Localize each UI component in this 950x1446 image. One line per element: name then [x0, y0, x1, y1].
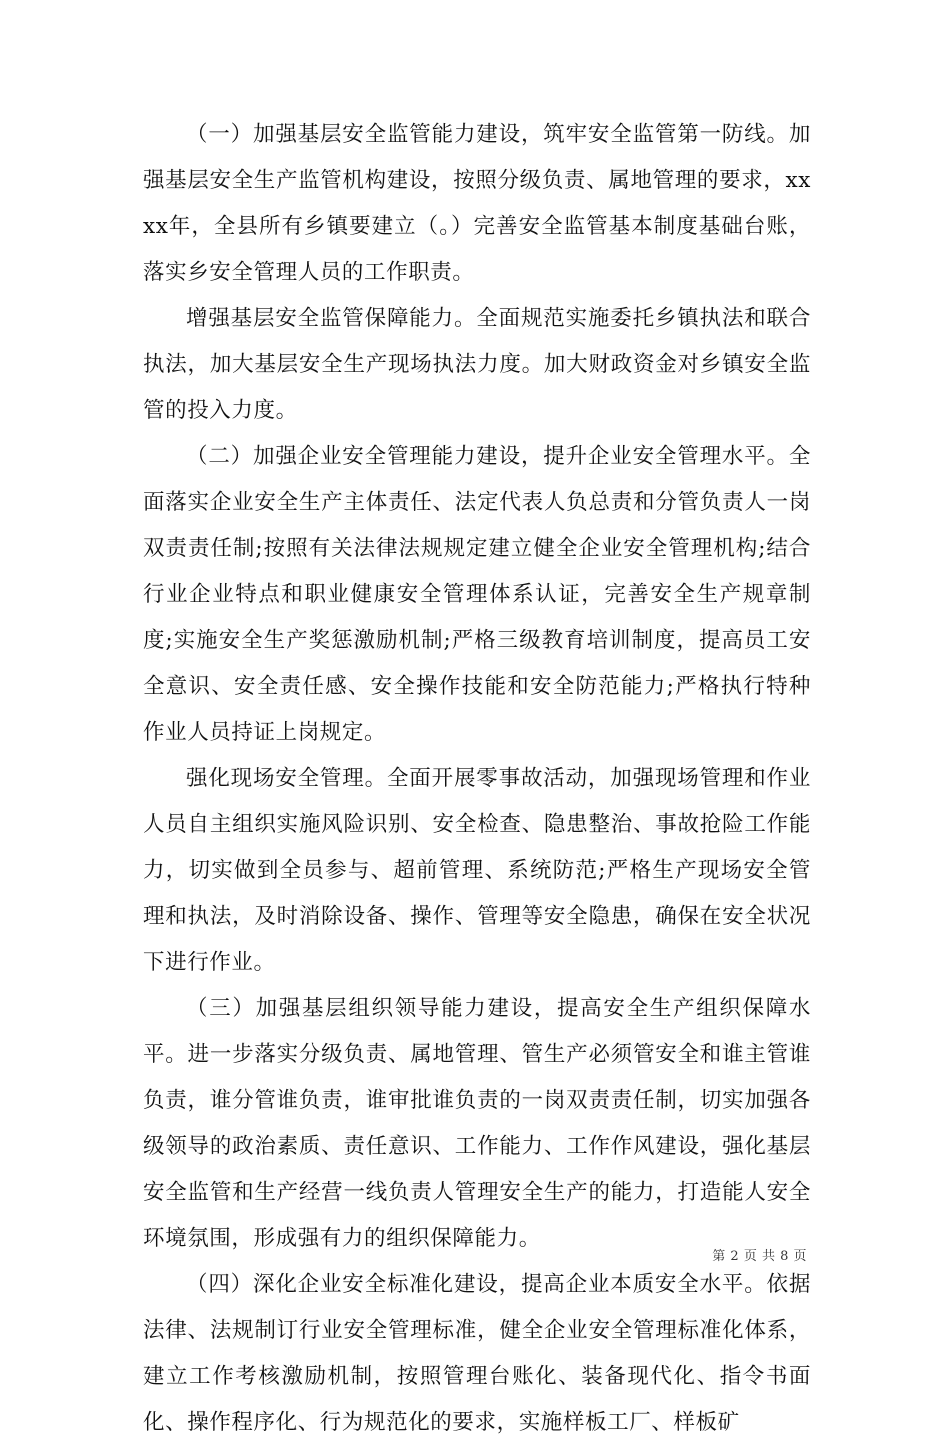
paragraph-1: （一）加强基层安全监管能力建设，筑牢安全监管第一防线。加强基层安全生产监管机构建设，按照分级负责、属地管理的要求，xxxx年，全县所有乡镇要建立（。）完善安全监管基本制度基础台账，落实乡安全管理人员的工作职责。	[143, 122, 811, 285]
paragraph-4: 强化现场安全管理。全面开展零事故活动，加强现场管理和作业人员自主组织实施风险识别、安全检查、隐患整治、事故抢险工作能力，切实做到全员参与、超前管理、系统防范;严格生产现场安全管理和执法，及时消除设备、操作、管理等安全隐患，确保在安全状况下进行作业。	[143, 766, 811, 975]
paragraph-5: （三）加强基层组织领导能力建设，提高安全生产组织保障水平。进一步落实分级负责、属地管理、管生产必须管安全和谁主管谁负责，谁分管谁负责，谁审批谁负责的一岗双责责任制，切实加强各级领导的政治素质、责任意识、工作能力、工作作风建设，强化基层安全监管和生产经营一线负责人管理安全生产的能力，打造能人安全环境氛围，形成强有力的组织保障能力。	[143, 996, 811, 1251]
paragraph-3: （二）加强企业安全管理能力建设，提升企业安全管理水平。全面落实企业安全生产主体责任、法定代表人负总责和分管负责人一岗双责责任制;按照有关法律法规规定建立健全企业安全管理机构;结合行业企业特点和职业健康安全管理体系认证，完善安全生产规章制度;实施安全生产奖惩激励机制;严格三级教育培训制度，提高员工安全意识、安全责任感、安全操作技能和安全防范能力;严格执行特种作业人员持证上岗规定。	[143, 444, 811, 745]
page-number-footer: 第 2 页 共 8 页	[712, 1249, 807, 1264]
document-body	[143, 112, 811, 1446]
paragraph-2: 增强基层安全监管保障能力。全面规范实施委托乡镇执法和联合执法，加大基层安全生产现场执法力度。加大财政资金对乡镇安全监管的投入力度。	[143, 306, 811, 423]
paragraph-6: （四）深化企业安全标准化建设，提高企业本质安全水平。依据法律、法规制订行业安全管理标准，健全企业安全管理标准化体系，建立工作考核激励机制，按照管理台账化、装备现代化、指令书面化、操作程序化、行为规范化的要求，实施样板工厂、样板矿	[143, 1272, 811, 1435]
